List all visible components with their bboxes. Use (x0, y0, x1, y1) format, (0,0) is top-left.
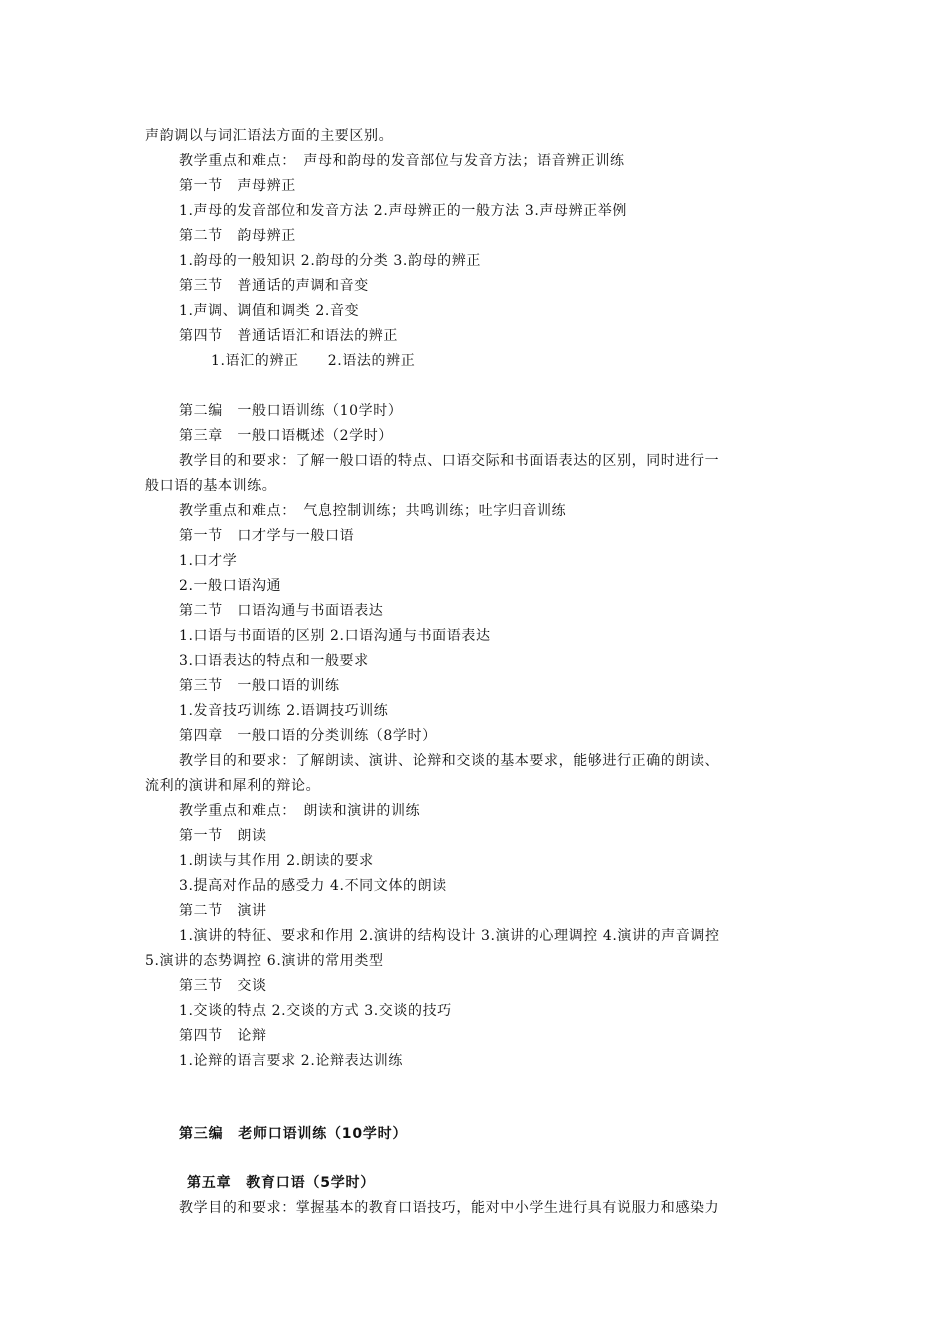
section-heading: 第二节 口语沟通与书面语表达 (179, 603, 384, 619)
text-line: 2.一般口语沟通 (179, 578, 282, 594)
text-line: 教学重点和难点： 声母和韵母的发音部位与发音方法；语音辨正训练 (179, 153, 625, 169)
text-line: 1.口语与书面语的区别 2.口语沟通与书面语表达 (179, 628, 491, 644)
section-heading: 第四节 普通话语汇和语法的辨正 (179, 328, 398, 344)
text-line: 1.朗读与其作用 2.朗读的要求 (179, 853, 374, 869)
text-line: 3.口语表达的特点和一般要求 (179, 653, 369, 669)
text-line: 般口语的基本训练。 (145, 478, 277, 494)
text-line: 1.声母的发音部位和发音方法 2.声母辨正的一般方法 3.声母辨正举例 (179, 203, 627, 219)
text-line: 1.论辩的语言要求 2.论辩表达训练 (179, 1053, 403, 1069)
section-heading: 第二节 演讲 (179, 903, 267, 919)
text-line: 1.交谈的特点 2.交谈的方式 3.交谈的技巧 (179, 1003, 452, 1019)
text-line: 1.口才学 (179, 553, 238, 569)
text-line: 教学重点和难点： 气息控制训练；共鸣训练；吐字归音训练 (179, 503, 567, 519)
text-line: 1.语汇的辨正 2.语法的辨正 (211, 353, 416, 369)
text-line: 教学重点和难点： 朗读和演讲的训练 (179, 803, 421, 819)
text-line: 流利的演讲和犀利的辩论。 (145, 778, 321, 794)
text-line: 教学目的和要求：了解一般口语的特点、口语交际和书面语表达的区别，同时进行一 (179, 453, 720, 469)
text-line: 1.声调、调值和调类 2.音变 (179, 303, 360, 319)
part-heading: 第二编 一般口语训练（10学时） (179, 403, 403, 419)
text-line: 5.演讲的态势调控 6.演讲的常用类型 (145, 953, 384, 969)
section-heading: 第三节 普通话的声调和音变 (179, 278, 369, 294)
section-heading: 第二节 韵母辨正 (179, 228, 296, 244)
text-line: 声韵调以与词汇语法方面的主要区别。 (145, 128, 394, 144)
chapter-heading: 第四章 一般口语的分类训练（8学时） (179, 728, 437, 744)
text-line: 教学目的和要求：掌握基本的教育口语技巧，能对中小学生进行具有说服力和感染力 (179, 1200, 720, 1216)
text-line: 3.提高对作品的感受力 4.不同文体的朗读 (179, 878, 447, 894)
text-line: 教学目的和要求：了解朗读、演讲、论辩和交谈的基本要求，能够进行正确的朗读、 (179, 753, 720, 769)
section-heading: 第一节 朗读 (179, 828, 267, 844)
section-heading: 第三节 交谈 (179, 978, 267, 994)
section-heading: 第四节 论辩 (179, 1028, 267, 1044)
text-line: 1.发音技巧训练 2.语调技巧训练 (179, 703, 389, 719)
section-heading: 第一节 声母辨正 (179, 178, 296, 194)
chapter-heading: 第三章 一般口语概述（2学时） (179, 428, 393, 444)
part-heading: 第三编 老师口语训练（10学时） (179, 1126, 408, 1142)
text-line: 1.韵母的一般知识 2.韵母的分类 3.韵母的辨正 (179, 253, 481, 269)
section-heading: 第三节 一般口语的训练 (179, 678, 340, 694)
section-heading: 第一节 口才学与一般口语 (179, 528, 355, 544)
text-line: 1.演讲的特征、要求和作用 2.演讲的结构设计 3.演讲的心理调控 4.演讲的声音调控 (179, 928, 720, 944)
chapter-heading: 第五章 教育口语（5学时） (187, 1175, 376, 1191)
